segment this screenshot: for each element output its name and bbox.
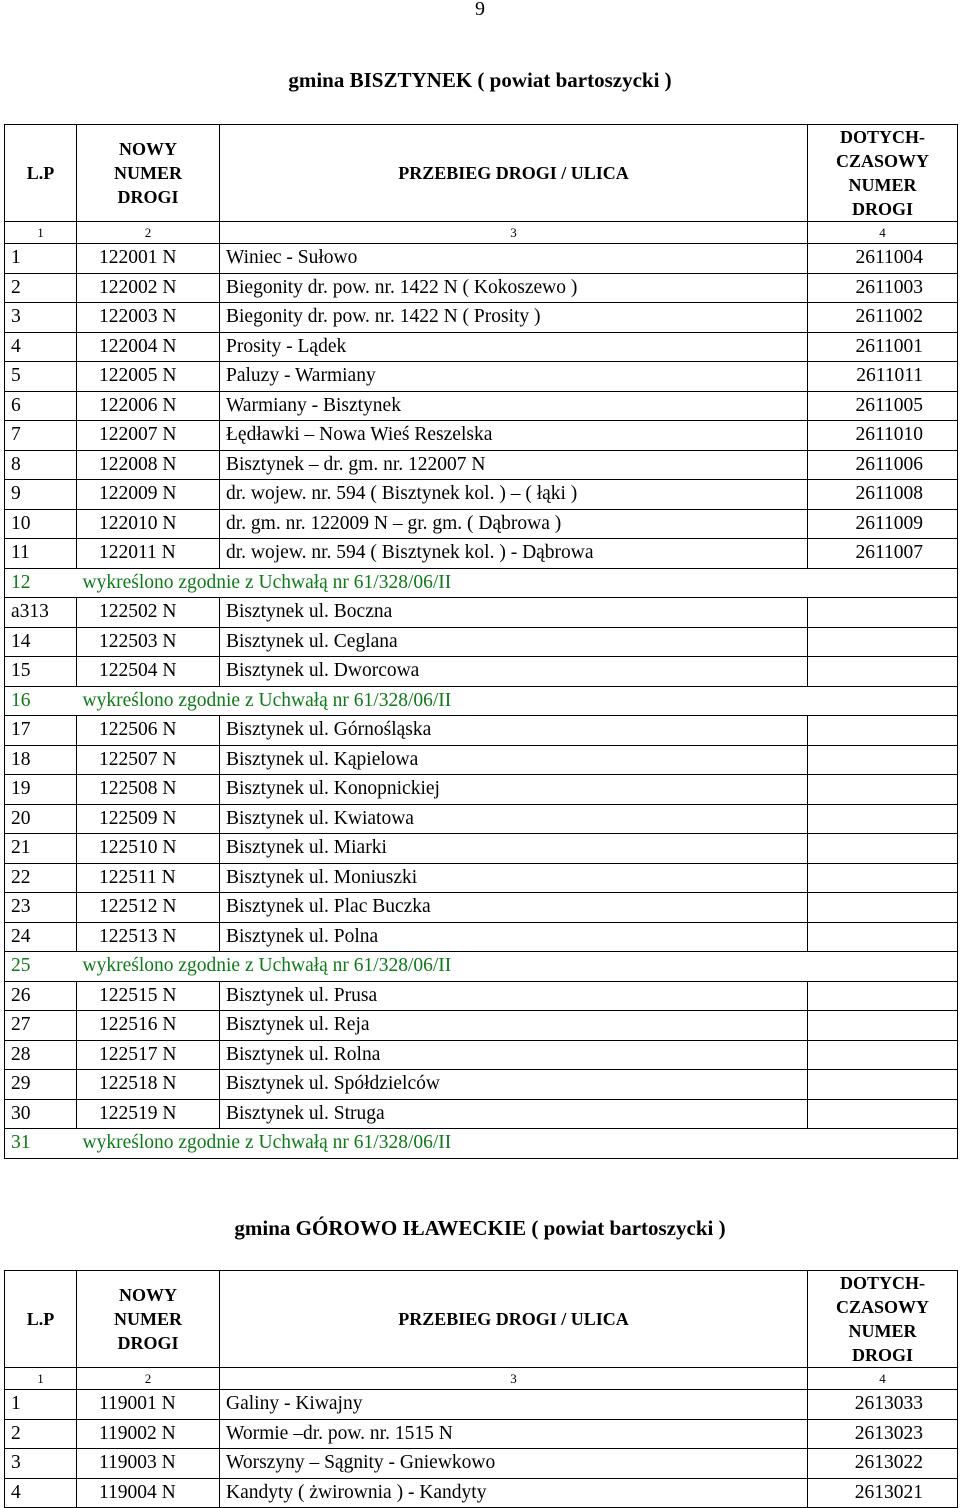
table-row-struck bbox=[5, 952, 958, 982]
row-lp: 4 bbox=[5, 332, 77, 362]
column-number: 2 bbox=[77, 222, 220, 244]
header-old-number-line: DOTYCH- bbox=[840, 127, 925, 147]
row-new-number: 122004 N bbox=[77, 332, 220, 362]
header-old-number-line: DROGI bbox=[851, 1345, 913, 1365]
row-route: Kandyty ( żwirownia ) - Kandyty bbox=[220, 1478, 808, 1508]
table-row bbox=[5, 480, 958, 510]
header-old-number-line: NUMER bbox=[848, 175, 917, 195]
table-row bbox=[5, 1478, 958, 1508]
row-struck-note: wykreślono zgodnie z Uchwałą nr 61/328/06/II bbox=[77, 1129, 958, 1159]
row-lp: 17 bbox=[5, 716, 77, 746]
row-route: Worszyny – Sągnity - Gniewkowo bbox=[220, 1449, 808, 1479]
row-lp: 29 bbox=[5, 1070, 77, 1100]
table-header-row bbox=[5, 1271, 958, 1368]
row-old-number: 2611010 bbox=[808, 421, 958, 451]
row-route: Łędławki – Nowa Wieś Reszelska bbox=[220, 421, 808, 451]
table-row bbox=[5, 1011, 958, 1041]
header-old-number-line: CZASOWY bbox=[835, 151, 929, 171]
row-lp: 7 bbox=[5, 421, 77, 451]
row-new-number: 122007 N bbox=[77, 421, 220, 451]
row-new-number: 122512 N bbox=[77, 893, 220, 923]
table-row bbox=[5, 362, 958, 392]
header-new-number-line: NUMER bbox=[114, 163, 182, 183]
row-old-number bbox=[808, 598, 958, 628]
row-lp: 20 bbox=[5, 804, 77, 834]
header-old-number bbox=[808, 1271, 958, 1368]
header-old-number-line: DOTYCH- bbox=[840, 1273, 925, 1293]
row-old-number: 2613021 bbox=[808, 1478, 958, 1508]
table-row bbox=[5, 332, 958, 362]
row-lp: 4 bbox=[5, 1478, 77, 1508]
row-route: Bisztynek ul. Rolna bbox=[220, 1040, 808, 1070]
row-old-number bbox=[808, 863, 958, 893]
row-struck-note: wykreślono zgodnie z Uchwałą nr 61/328/06/II bbox=[77, 952, 958, 982]
table-row bbox=[5, 1040, 958, 1070]
table-row bbox=[5, 273, 958, 303]
row-old-number: 2611002 bbox=[808, 303, 958, 333]
row-old-number: 2611011 bbox=[808, 362, 958, 392]
row-old-number: 2611007 bbox=[808, 539, 958, 569]
header-new-number-line: NOWY bbox=[119, 1285, 177, 1305]
header-route: PRZEBIEG DROGI / ULICA bbox=[220, 125, 808, 222]
table-row bbox=[5, 922, 958, 952]
row-struck-note: wykreślono zgodnie z Uchwałą nr 61/328/06/II bbox=[77, 568, 958, 598]
row-new-number: 119004 N bbox=[77, 1478, 220, 1508]
row-route: Bisztynek – dr. gm. nr. 122007 N bbox=[220, 450, 808, 480]
row-new-number: 122506 N bbox=[77, 716, 220, 746]
row-old-number bbox=[808, 834, 958, 864]
row-lp: 2 bbox=[5, 1419, 77, 1449]
row-route: Bisztynek ul. Reja bbox=[220, 1011, 808, 1041]
row-lp: 28 bbox=[5, 1040, 77, 1070]
table-row bbox=[5, 1099, 958, 1129]
row-new-number: 122513 N bbox=[77, 922, 220, 952]
section-title-gorowo-ilaweckie: gmina GÓROWO IŁAWECKIE ( powiat bartoszycki ) bbox=[234, 1216, 726, 1240]
row-lp: 2 bbox=[5, 273, 77, 303]
row-old-number: 2611006 bbox=[808, 450, 958, 480]
row-old-number: 2611005 bbox=[808, 391, 958, 421]
table-row bbox=[5, 598, 958, 628]
header-old-number-line: CZASOWY bbox=[835, 1297, 929, 1317]
row-old-number bbox=[808, 922, 958, 952]
row-route: dr. wojew. nr. 594 ( Bisztynek kol. ) - Dąbrowa bbox=[220, 539, 808, 569]
row-old-number: 2613022 bbox=[808, 1449, 958, 1479]
row-new-number: 122002 N bbox=[77, 273, 220, 303]
row-route: Winiec - Sułowo bbox=[220, 244, 808, 274]
row-new-number: 119003 N bbox=[77, 1449, 220, 1479]
row-new-number: 122008 N bbox=[77, 450, 220, 480]
row-old-number: 2611001 bbox=[808, 332, 958, 362]
table-row bbox=[5, 863, 958, 893]
row-lp: 12 bbox=[5, 568, 77, 598]
roads-table-body bbox=[5, 1271, 958, 1508]
section-title-bisztynek: gmina BISZTYNEK ( powiat bartoszycki ) bbox=[288, 68, 672, 92]
row-new-number: 122010 N bbox=[77, 509, 220, 539]
row-route: Wormie –dr. pow. nr. 1515 N bbox=[220, 1419, 808, 1449]
row-lp: 27 bbox=[5, 1011, 77, 1041]
row-lp: 3 bbox=[5, 1449, 77, 1479]
page-number: 9 bbox=[475, 0, 485, 20]
column-numbers-row bbox=[5, 1368, 958, 1390]
row-route: Prosity - Lądek bbox=[220, 332, 808, 362]
row-route: Bisztynek ul. Boczna bbox=[220, 598, 808, 628]
row-new-number: 122504 N bbox=[77, 657, 220, 687]
row-route: Bisztynek ul. Moniuszki bbox=[220, 863, 808, 893]
row-new-number: 122005 N bbox=[77, 362, 220, 392]
row-old-number bbox=[808, 627, 958, 657]
table-row bbox=[5, 1390, 958, 1420]
row-lp: 21 bbox=[5, 834, 77, 864]
row-lp: 16 bbox=[5, 686, 77, 716]
table-row bbox=[5, 539, 958, 569]
row-old-number bbox=[808, 745, 958, 775]
column-number: 1 bbox=[5, 222, 77, 244]
table-row bbox=[5, 450, 958, 480]
row-old-number: 2611004 bbox=[808, 244, 958, 274]
row-new-number: 122003 N bbox=[77, 303, 220, 333]
row-lp: 8 bbox=[5, 450, 77, 480]
row-lp: 30 bbox=[5, 1099, 77, 1129]
column-number: 2 bbox=[77, 1368, 220, 1390]
row-route: Bisztynek ul. Spółdzielców bbox=[220, 1070, 808, 1100]
table-row bbox=[5, 627, 958, 657]
row-old-number bbox=[808, 716, 958, 746]
row-route: Bisztynek ul. Kąpielowa bbox=[220, 745, 808, 775]
row-old-number: 2611003 bbox=[808, 273, 958, 303]
table-row-struck bbox=[5, 686, 958, 716]
table-header-row bbox=[5, 125, 958, 222]
row-route: Bisztynek ul. Polna bbox=[220, 922, 808, 952]
row-route: Bisztynek ul. Plac Buczka bbox=[220, 893, 808, 923]
header-lp: L.P bbox=[5, 1271, 77, 1368]
row-lp: 31 bbox=[5, 1129, 77, 1159]
table-row bbox=[5, 657, 958, 687]
column-number: 3 bbox=[220, 1368, 808, 1390]
row-route: Biegonity dr. pow. nr. 1422 N ( Kokoszewo ) bbox=[220, 273, 808, 303]
table-row-struck bbox=[5, 568, 958, 598]
row-old-number: 2611008 bbox=[808, 480, 958, 510]
row-old-number bbox=[808, 981, 958, 1011]
table-row bbox=[5, 804, 958, 834]
row-lp: a313 bbox=[5, 598, 77, 628]
column-number: 4 bbox=[808, 222, 958, 244]
row-lp: 14 bbox=[5, 627, 77, 657]
table-row bbox=[5, 1070, 958, 1100]
row-route: Bisztynek ul. Dworcowa bbox=[220, 657, 808, 687]
row-lp: 10 bbox=[5, 509, 77, 539]
row-old-number bbox=[808, 893, 958, 923]
row-route: Paluzy - Warmiany bbox=[220, 362, 808, 392]
row-lp: 1 bbox=[5, 244, 77, 274]
table-row bbox=[5, 981, 958, 1011]
row-lp: 15 bbox=[5, 657, 77, 687]
row-lp: 26 bbox=[5, 981, 77, 1011]
table-row-struck bbox=[5, 1129, 958, 1159]
row-lp: 22 bbox=[5, 863, 77, 893]
row-new-number: 122006 N bbox=[77, 391, 220, 421]
column-number: 4 bbox=[808, 1368, 958, 1390]
table-row bbox=[5, 391, 958, 421]
header-old-number bbox=[808, 125, 958, 222]
header-old-number-line: DROGI bbox=[851, 199, 913, 219]
row-route: Bisztynek ul. Konopnickiej bbox=[220, 775, 808, 805]
row-new-number: 122011 N bbox=[77, 539, 220, 569]
row-new-number: 122503 N bbox=[77, 627, 220, 657]
row-old-number bbox=[808, 1011, 958, 1041]
row-route: Bisztynek ul. Miarki bbox=[220, 834, 808, 864]
row-struck-note: wykreślono zgodnie z Uchwałą nr 61/328/06/II bbox=[77, 686, 958, 716]
row-new-number: 122518 N bbox=[77, 1070, 220, 1100]
row-lp: 1 bbox=[5, 1390, 77, 1420]
table-row bbox=[5, 893, 958, 923]
header-new-number-line: NUMER bbox=[114, 1309, 182, 1329]
table-row bbox=[5, 244, 958, 274]
table-row bbox=[5, 421, 958, 451]
row-route: dr. gm. nr. 122009 N – gr. gm. ( Dąbrowa ) bbox=[220, 509, 808, 539]
row-lp: 6 bbox=[5, 391, 77, 421]
row-new-number: 122516 N bbox=[77, 1011, 220, 1041]
row-old-number bbox=[808, 804, 958, 834]
header-old-number-line: NUMER bbox=[848, 1321, 917, 1341]
row-old-number bbox=[808, 657, 958, 687]
column-number: 1 bbox=[5, 1368, 77, 1390]
row-new-number: 122509 N bbox=[77, 804, 220, 834]
row-lp: 5 bbox=[5, 362, 77, 392]
table-row bbox=[5, 303, 958, 333]
row-new-number: 122510 N bbox=[77, 834, 220, 864]
row-old-number: 2613023 bbox=[808, 1419, 958, 1449]
roads-table-bisztynek bbox=[4, 124, 958, 1159]
table-row bbox=[5, 775, 958, 805]
header-new-number-line: NOWY bbox=[119, 139, 177, 159]
row-old-number bbox=[808, 1040, 958, 1070]
table-row bbox=[5, 745, 958, 775]
row-new-number: 122517 N bbox=[77, 1040, 220, 1070]
table-row bbox=[5, 1449, 958, 1479]
row-lp: 25 bbox=[5, 952, 77, 982]
row-lp: 11 bbox=[5, 539, 77, 569]
table-row bbox=[5, 716, 958, 746]
row-lp: 18 bbox=[5, 745, 77, 775]
row-new-number: 122507 N bbox=[77, 745, 220, 775]
row-new-number: 122009 N bbox=[77, 480, 220, 510]
row-new-number: 119002 N bbox=[77, 1419, 220, 1449]
row-route: Bisztynek ul. Kwiatowa bbox=[220, 804, 808, 834]
column-numbers-row bbox=[5, 222, 958, 244]
table-row bbox=[5, 834, 958, 864]
table-row bbox=[5, 509, 958, 539]
row-lp: 24 bbox=[5, 922, 77, 952]
row-old-number bbox=[808, 1070, 958, 1100]
row-new-number: 122001 N bbox=[77, 244, 220, 274]
row-route: dr. wojew. nr. 594 ( Bisztynek kol. ) – ( łąki ) bbox=[220, 480, 808, 510]
row-lp: 19 bbox=[5, 775, 77, 805]
row-route: Biegonity dr. pow. nr. 1422 N ( Prosity ) bbox=[220, 303, 808, 333]
row-new-number: 122515 N bbox=[77, 981, 220, 1011]
row-new-number: 122519 N bbox=[77, 1099, 220, 1129]
row-lp: 23 bbox=[5, 893, 77, 923]
row-route: Bisztynek ul. Górnośląska bbox=[220, 716, 808, 746]
header-route: PRZEBIEG DROGI / ULICA bbox=[220, 1271, 808, 1368]
row-route: Bisztynek ul. Ceglana bbox=[220, 627, 808, 657]
header-new-number-line: DROGI bbox=[117, 1333, 179, 1353]
row-route: Galiny - Kiwajny bbox=[220, 1390, 808, 1420]
row-old-number bbox=[808, 775, 958, 805]
row-lp: 3 bbox=[5, 303, 77, 333]
row-new-number: 122508 N bbox=[77, 775, 220, 805]
row-old-number bbox=[808, 1099, 958, 1129]
header-new-number-line: DROGI bbox=[117, 187, 179, 207]
row-route: Warmiany - Bisztynek bbox=[220, 391, 808, 421]
row-route: Bisztynek ul. Prusa bbox=[220, 981, 808, 1011]
roads-table-body bbox=[5, 125, 958, 1159]
table-row bbox=[5, 1419, 958, 1449]
header-new-number bbox=[77, 125, 220, 222]
column-number: 3 bbox=[220, 222, 808, 244]
header-new-number bbox=[77, 1271, 220, 1368]
row-new-number: 122511 N bbox=[77, 863, 220, 893]
row-old-number: 2613033 bbox=[808, 1390, 958, 1420]
row-new-number: 119001 N bbox=[77, 1390, 220, 1420]
header-lp: L.P bbox=[5, 125, 77, 222]
row-new-number: 122502 N bbox=[77, 598, 220, 628]
row-lp: 9 bbox=[5, 480, 77, 510]
row-old-number: 2611009 bbox=[808, 509, 958, 539]
row-route: Bisztynek ul. Struga bbox=[220, 1099, 808, 1129]
roads-table-gorowo-ilaweckie bbox=[4, 1270, 958, 1508]
